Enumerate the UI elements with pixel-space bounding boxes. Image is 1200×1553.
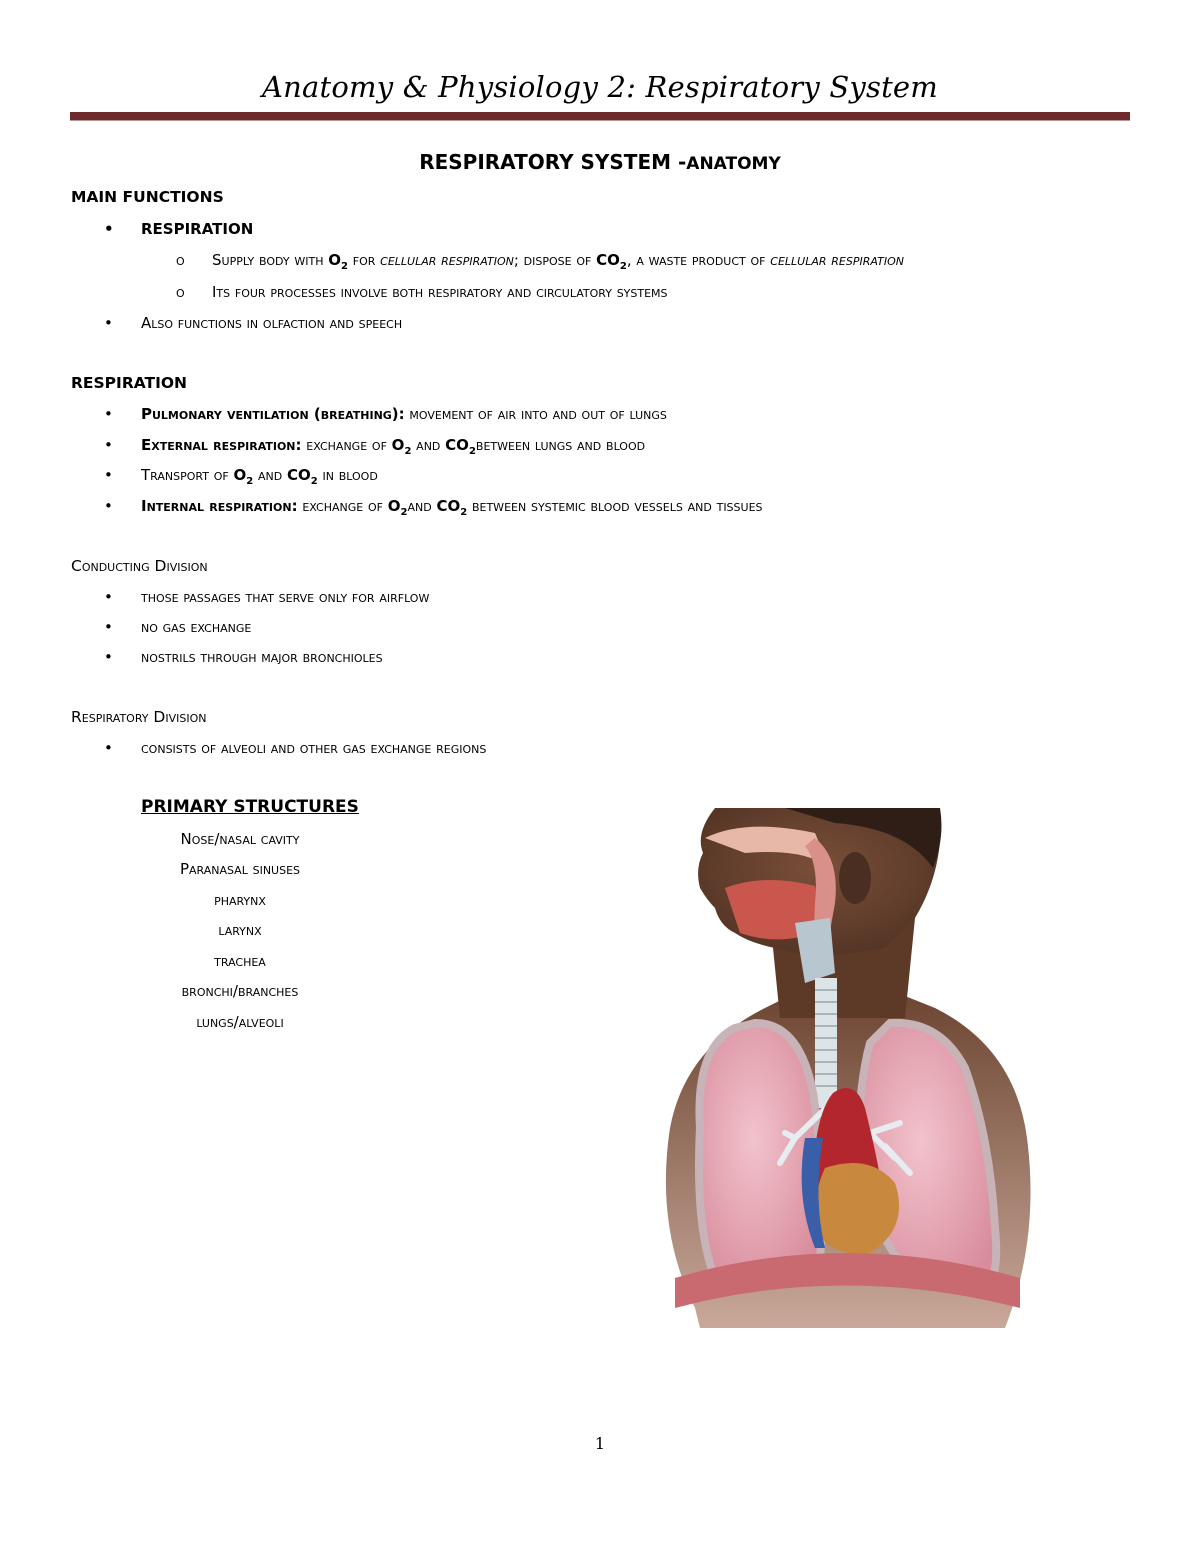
list-item-text: those passages that serve only for airflow bbox=[141, 588, 430, 606]
structure-item: trachea bbox=[214, 952, 266, 970]
term: External respiration: bbox=[141, 436, 302, 454]
bullet-icon: • bbox=[104, 739, 113, 757]
bullet-icon: • bbox=[104, 436, 113, 454]
list-item bbox=[104, 405, 667, 423]
oxygen-symbol: O bbox=[387, 497, 401, 515]
list-item-text: consists of alveoli and other gas exchange regions bbox=[141, 739, 487, 757]
list-item bbox=[104, 314, 402, 332]
list-item bbox=[104, 618, 251, 636]
conducting-division-title: Conducting Division bbox=[71, 557, 208, 575]
respiratory-division-title: Respiratory Division bbox=[71, 708, 207, 726]
page-number: 1 bbox=[594, 1434, 606, 1453]
list-item bbox=[104, 739, 486, 757]
page-title: Anatomy & Physiology 2: Respiratory System bbox=[262, 70, 938, 104]
ear-shape bbox=[839, 852, 871, 904]
text-segment: Transport of bbox=[141, 466, 234, 484]
subscript: 2 bbox=[404, 446, 412, 457]
subscript: 2 bbox=[310, 476, 318, 487]
text-segment: between systemic blood vessels and tissues bbox=[467, 497, 763, 515]
bullet-icon: • bbox=[104, 466, 113, 484]
bullet-icon: • bbox=[104, 497, 113, 515]
subscript: 2 bbox=[341, 261, 348, 272]
italic-term: cellular respiration bbox=[380, 251, 514, 269]
oxygen-symbol: O bbox=[328, 251, 342, 269]
text-segment: ; dispose of bbox=[513, 251, 597, 269]
list-item bbox=[104, 466, 378, 487]
respiration-title: RESPIRATION bbox=[71, 374, 188, 392]
structure-item: Paranasal sinuses bbox=[179, 860, 301, 878]
structure-item: bronchi/branches bbox=[181, 982, 299, 1000]
title-rule bbox=[70, 112, 1130, 121]
bullet-icon: • bbox=[104, 588, 113, 606]
subscript: 2 bbox=[246, 476, 254, 487]
text-segment: in blood bbox=[317, 466, 378, 484]
document-heading bbox=[0, 150, 1200, 174]
co2-symbol: CO bbox=[436, 497, 461, 515]
text-segment: and bbox=[253, 466, 287, 484]
heading-main: RESPIRATORY SYSTEM - bbox=[419, 150, 687, 174]
structure-item: larynx bbox=[218, 921, 262, 939]
oxygen-symbol: O bbox=[233, 466, 247, 484]
text-segment: Supply body with bbox=[212, 251, 329, 269]
structure-item: lungs/alveoli bbox=[196, 1013, 284, 1031]
list-item bbox=[104, 436, 645, 457]
list-item bbox=[104, 220, 253, 238]
heading-sub: ANATOMY bbox=[686, 154, 781, 174]
text-segment: for bbox=[347, 251, 381, 269]
respiratory-system-illustration bbox=[655, 808, 1040, 1333]
sub-list-item bbox=[176, 283, 668, 301]
subscript: 2 bbox=[460, 507, 468, 518]
text-segment: between lungs and blood bbox=[475, 436, 646, 454]
list-item-text: nostrils through major bronchioles bbox=[141, 648, 383, 666]
bullet-icon: • bbox=[104, 618, 113, 636]
text-segment: exchange of bbox=[297, 497, 388, 515]
list-item-text: Also functions in olfaction and speech bbox=[141, 314, 403, 332]
list-item-text: RESPIRATION bbox=[141, 220, 254, 238]
list-item bbox=[104, 648, 383, 666]
term: Internal respiration: bbox=[141, 497, 298, 515]
text-segment: exchange of bbox=[301, 436, 392, 454]
list-item-text: no gas exchange bbox=[141, 618, 252, 636]
circle-bullet-icon: o bbox=[176, 251, 185, 269]
main-functions-title: MAIN FUNCTIONS bbox=[71, 188, 224, 206]
trachea-shape bbox=[815, 978, 837, 1108]
subscript: 2 bbox=[400, 507, 408, 518]
list-item bbox=[104, 588, 429, 606]
primary-structures-title: PRIMARY STRUCTURES bbox=[141, 797, 359, 817]
bullet-icon: • bbox=[104, 648, 113, 666]
co2-symbol: CO bbox=[596, 251, 620, 269]
italic-term: cellular respiration bbox=[770, 251, 904, 269]
term: Pulmonary ventilation (breathing): bbox=[141, 405, 405, 423]
list-item-text: Its four processes involve both respiratory and circulatory systems bbox=[212, 283, 668, 301]
subscript: 2 bbox=[468, 446, 476, 457]
co2-symbol: CO bbox=[286, 466, 311, 484]
oxygen-symbol: O bbox=[391, 436, 405, 454]
circle-bullet-icon: o bbox=[176, 283, 185, 301]
bullet-icon: • bbox=[104, 314, 113, 332]
text-segment: , a waste product of bbox=[626, 251, 771, 269]
text-segment: movement of air into and out of lungs bbox=[404, 405, 667, 423]
text-segment: and bbox=[407, 497, 437, 515]
subscript: 2 bbox=[619, 261, 627, 272]
structure-item: Nose/nasal cavity bbox=[180, 830, 300, 848]
bullet-icon: • bbox=[104, 220, 114, 238]
list-item bbox=[104, 497, 763, 518]
bullet-icon: • bbox=[104, 405, 113, 423]
structure-item: pharynx bbox=[214, 891, 266, 909]
co2-symbol: CO bbox=[445, 436, 469, 454]
text-segment: and bbox=[411, 436, 446, 454]
sub-list-item bbox=[176, 251, 904, 272]
